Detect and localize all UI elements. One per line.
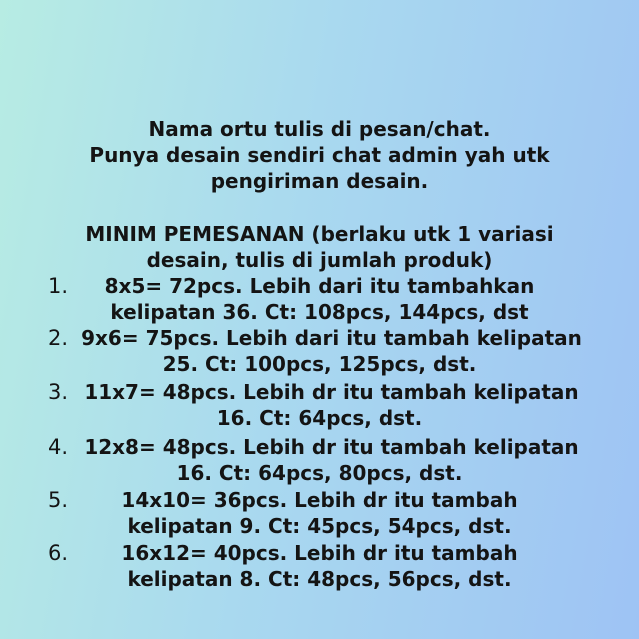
item-number: 5.	[48, 488, 69, 512]
heading-line: MINIM PEMESANAN (berlaku utk 1 variasi	[85, 222, 554, 246]
item-line: kelipatan 9. Ct: 45pcs, 54pcs, dst.	[127, 514, 512, 538]
item-line: 25. Ct: 100pcs, 125pcs, dst.	[162, 352, 477, 376]
item-line: 12x8= 48pcs. Lebih dr itu tambah kelipatan	[84, 435, 579, 459]
item-line: kelipatan 36. Ct: 108pcs, 144pcs, dst	[110, 300, 529, 324]
intro-line: pengiriman desain.	[210, 169, 429, 193]
item-line: 8x5= 72pcs. Lebih dari itu tambahkan	[104, 274, 535, 298]
item-number: 3.	[48, 380, 69, 404]
item-line: 11x7= 48pcs. Lebih dr itu tambah kelipatan	[84, 380, 579, 404]
heading-line: desain, tulis di jumlah produk)	[146, 248, 493, 272]
intro-text	[0, 116, 639, 194]
item-line: kelipatan 8. Ct: 48pcs, 56pcs, dst.	[127, 567, 512, 591]
item-number: 6.	[48, 541, 69, 565]
item-number: 1.	[48, 274, 69, 298]
item-line: 16. Ct: 64pcs, 80pcs, dst.	[176, 461, 463, 485]
intro-line: Nama ortu tulis di pesan/chat.	[148, 117, 491, 141]
item-line: 16. Ct: 64pcs, dst.	[216, 406, 423, 430]
minimum-order-heading	[0, 221, 639, 273]
item-number: 2.	[48, 326, 69, 350]
item-number: 4.	[48, 435, 69, 459]
item-line: 9x6= 75pcs. Lebih dari itu tambah kelipatan	[81, 326, 582, 350]
intro-line: Punya desain sendiri chat admin yah utk	[89, 143, 550, 167]
item-line: 16x12= 40pcs. Lebih dr itu tambah	[121, 541, 518, 565]
item-line: 14x10= 36pcs. Lebih dr itu tambah	[121, 488, 518, 512]
